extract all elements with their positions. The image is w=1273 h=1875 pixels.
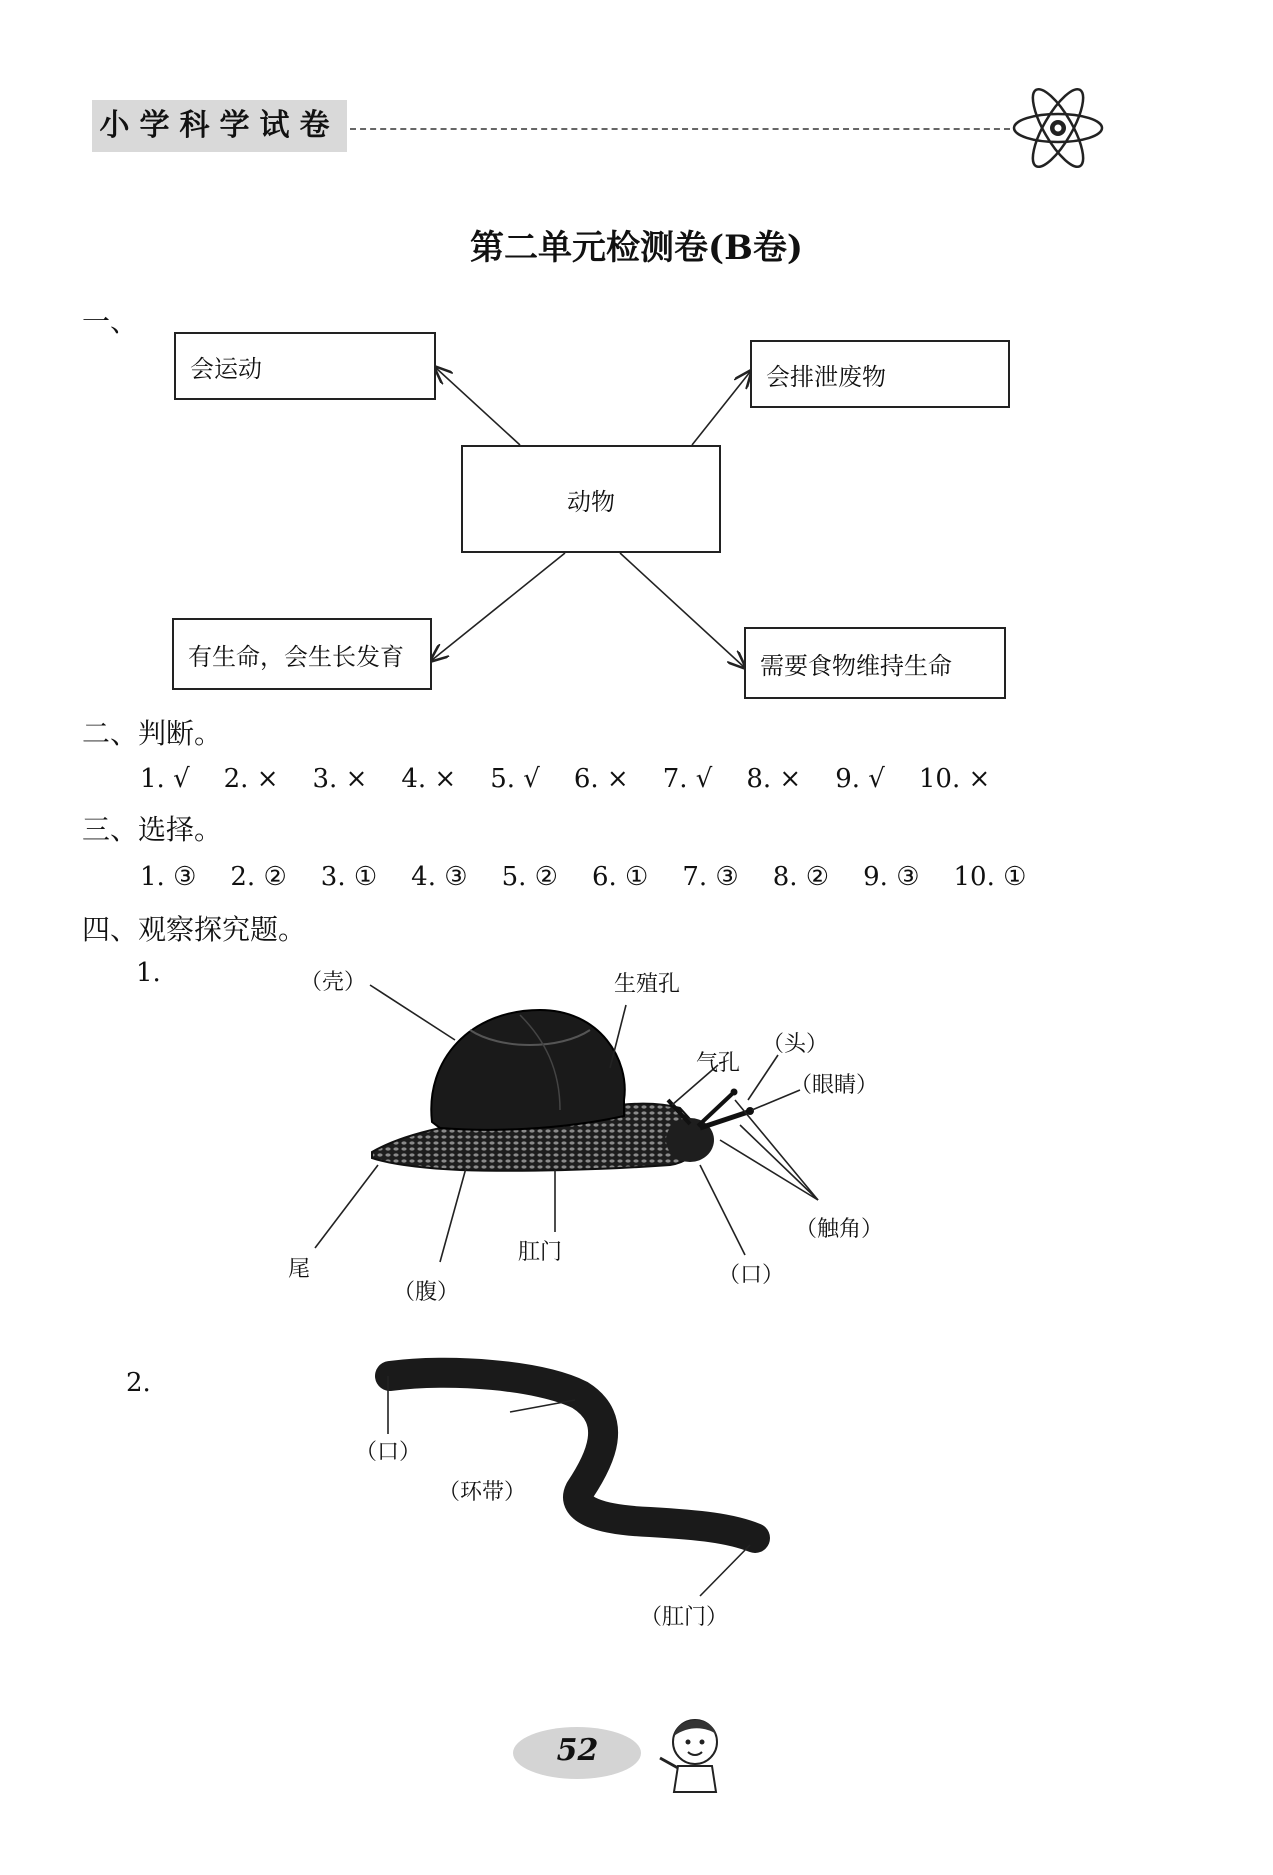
snail-label-tentacle: （触角） xyxy=(795,1217,884,1242)
snail-label-shell: （壳） xyxy=(300,970,367,995)
section-2-heading: 二、判断。 xyxy=(82,717,223,750)
judgement-answer: 4. × xyxy=(401,764,457,794)
worm-label-anus: （肛门） xyxy=(640,1605,729,1630)
choice-answer: 1. ③ xyxy=(140,862,197,892)
choice-answer: 8. ② xyxy=(772,862,830,892)
choice-answer: 9. ③ xyxy=(863,862,920,892)
snail-label-mouth: （口） xyxy=(718,1263,785,1288)
choice-answer: 2. ② xyxy=(230,862,287,892)
section-1-number: 一、 xyxy=(82,305,139,338)
snail-label-eye: （眼睛） xyxy=(790,1073,879,1098)
judgement-answer: 5. √ xyxy=(490,764,540,794)
concept-bottom-left-text: 有生命，会生长发育 xyxy=(188,642,404,671)
header-label: 小学科学试卷 xyxy=(92,100,347,152)
snail-label-tail: 尾 xyxy=(288,1257,311,1282)
concept-top-left-text: 会运动 xyxy=(190,354,262,383)
boy-mascot-icon xyxy=(650,1706,740,1796)
judgement-answer: 8. × xyxy=(746,764,802,794)
page-title: 第二单元检测卷(B卷) xyxy=(470,228,803,268)
page-number: 52 xyxy=(556,1733,599,1768)
section-4-heading: 四、观察探究题。 xyxy=(82,913,307,946)
choice-answer: 7. ③ xyxy=(682,862,739,892)
worm-label-mouth: （口） xyxy=(355,1440,422,1465)
concept-center-text: 动物 xyxy=(567,487,615,516)
section-3-heading: 三、选择。 xyxy=(82,813,223,846)
snail-label-genital-pore: 生殖孔 xyxy=(614,972,681,997)
judgement-answer: 7. √ xyxy=(662,764,713,794)
concept-top-right-text: 会排泄废物 xyxy=(766,362,886,391)
earthworm-body xyxy=(390,1373,755,1538)
question-1-number: 1. xyxy=(136,958,161,988)
judgement-answer: 2. × xyxy=(223,764,279,794)
choice-answer: 3. ① xyxy=(320,862,378,892)
judgement-answer: 1. √ xyxy=(140,764,190,794)
question-2-number: 2. xyxy=(126,1368,151,1398)
choice-answer: 10. ① xyxy=(953,862,1027,892)
snail-label-foot: （腹） xyxy=(393,1280,460,1305)
choice-answer: 4. ③ xyxy=(411,862,468,892)
choice-answer: 5. ② xyxy=(501,862,558,892)
judgement-answer: 6. × xyxy=(573,764,629,794)
snail-label-head: （头） xyxy=(762,1032,829,1057)
judgement-answer: 10. × xyxy=(918,764,991,794)
concept-bottom-right-text: 需要食物维持生命 xyxy=(760,651,952,680)
snail-label-anus: 肛门 xyxy=(518,1240,563,1265)
worm-label-clitellum: （环带） xyxy=(438,1480,527,1505)
choice-answer: 6. ① xyxy=(591,862,649,892)
snail-label-breathing-pore: 气孔 xyxy=(696,1051,741,1076)
judgement-answer: 9. √ xyxy=(835,764,885,794)
judgement-answer: 3. × xyxy=(312,764,368,794)
